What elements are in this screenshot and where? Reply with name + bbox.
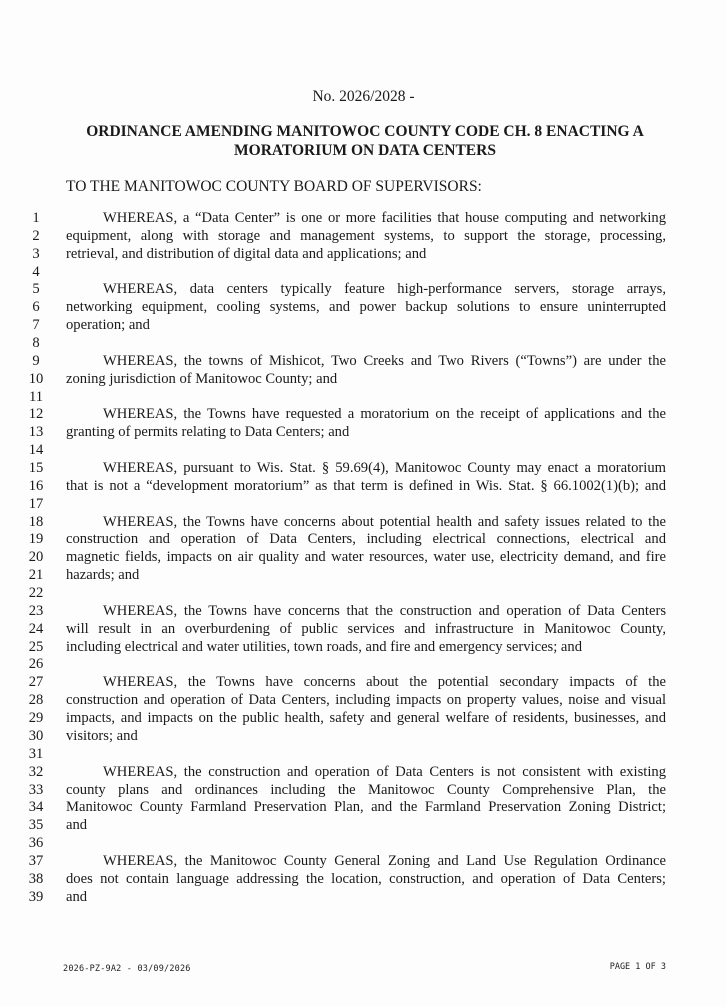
line-number: 32 [28,763,44,780]
numbered-line [0,228,727,246]
line-text [66,389,666,407]
line-text [66,656,666,674]
line-number: 8 [32,335,40,352]
line-text [66,746,666,764]
numbered-line [0,478,727,496]
line-number: 17 [28,495,44,512]
line-number: 22 [28,585,44,602]
numbered-line [0,299,727,317]
line-text [66,335,666,353]
line-number: 20 [28,549,44,566]
line-number: 16 [28,477,44,494]
line-text: WHEREAS, the Towns have requested a moratorium on the receipt of applications and the [103,406,666,423]
numbered-line [0,799,727,817]
line-number: 28 [28,692,44,709]
line-text: zoning jurisdiction of Manitowoc County; and [66,370,338,387]
line-number: 27 [28,674,44,691]
line-text: and [66,888,88,905]
line-text: operation; and [66,317,150,334]
line-number: 36 [28,835,44,852]
numbered-line [0,210,727,228]
line-number: 38 [28,870,44,887]
line-number: 19 [28,531,44,548]
line-number: 25 [28,638,44,655]
line-number: 5 [32,281,40,298]
line-text: hazards; and [66,567,140,584]
line-number: 15 [28,460,44,477]
line-text: including electrical and water utilities, town roads, and fire and emergency services; and [66,638,582,655]
line-number: 37 [28,852,44,869]
numbered-line [0,889,727,907]
numbered-line [0,442,727,460]
line-text: construction and operation of Data Centers, including electrical connections, electrical and [66,531,666,548]
line-text: magnetic fields, impacts on air quality and water resources, water use, electricity demand, and fire [66,549,666,566]
numbered-line [0,264,727,282]
numbered-line [0,674,727,692]
numbered-line [0,621,727,639]
footer-document-id: 2026-PZ-9A2 - 03/09/2026 [63,964,191,974]
line-number: 14 [28,442,44,459]
line-text [66,585,666,603]
numbered-line [0,531,727,549]
line-number: 4 [32,263,40,280]
line-number: 35 [28,817,44,834]
line-text: WHEREAS, pursuant to Wis. Stat. § 59.69(4), Manitowoc County may enact a moratorium [103,460,666,477]
numbered-line [0,728,727,746]
line-number: 39 [28,888,44,905]
line-text: does not contain language addressing the location, construction, and operation of Data Centers; [66,870,666,887]
line-text [66,496,666,514]
line-text: will result in an overburdening of public services and infrastructure in Manitowoc County, [66,620,666,637]
numbered-line [0,317,727,335]
numbered-line [0,764,727,782]
line-number: 24 [28,620,44,637]
numbered-line [0,424,727,442]
line-number: 18 [28,513,44,530]
numbered-line [0,496,727,514]
line-text: networking equipment, cooling systems, and power backup solutions to ensure uninterrupted [66,299,666,316]
line-text: and [66,817,88,834]
line-text: WHEREAS, the Towns have concerns about potential health and safety issues related to the [103,513,666,530]
numbered-line [0,656,727,674]
numbered-line [0,871,727,889]
line-text: WHEREAS, the Towns have concerns about the potential secondary impacts of the [103,674,666,691]
line-number: 11 [28,388,44,405]
line-text: WHEREAS, the towns of Mishicot, Two Creeks and Two Rivers (“Towns”) are under the [103,352,666,369]
line-number: 26 [28,656,44,673]
line-number: 31 [28,745,44,762]
line-number: 7 [32,317,40,334]
line-number: 12 [28,406,44,423]
numbered-line [0,710,727,728]
line-number: 10 [28,370,44,387]
ordinance-title [60,122,670,160]
line-text: impacts, and impacts on the public health, safety and general welfare of residents, businesses, and [66,710,666,727]
line-number: 13 [28,424,44,441]
salutation: TO THE MANITOWOC COUNTY BOARD OF SUPERVISORS: [66,178,482,195]
line-text [66,264,666,282]
numbered-body-text [0,210,727,907]
numbered-line [0,835,727,853]
line-text: construction and operation of Data Centers, including impacts on property values, noise and visual [66,692,666,709]
numbered-line [0,406,727,424]
numbered-line [0,549,727,567]
ordinance-title-line-1: ORDINANCE AMENDING MANITOWOC COUNTY CODE CH. 8 ENACTING A [86,123,644,140]
line-text: WHEREAS, the Manitowoc County General Zoning and Land Use Regulation Ordinance [103,852,666,869]
line-number: 23 [28,602,44,619]
numbered-line [0,281,727,299]
ordinance-number: No. 2026/2028 - [312,88,415,105]
footer-page-number: PAGE 1 OF 3 [609,962,666,972]
line-number: 33 [28,781,44,798]
numbered-line [0,853,727,871]
ordinance-title-line-2: MORATORIUM ON DATA CENTERS [234,142,496,159]
line-text: retrieval, and distribution of digital data and applications; and [66,245,427,262]
line-number: 9 [32,352,40,369]
numbered-line [0,585,727,603]
line-number: 6 [32,299,40,316]
numbered-line [0,639,727,657]
numbered-line [0,514,727,532]
numbered-line [0,460,727,478]
numbered-line [0,817,727,835]
line-text: WHEREAS, a “Data Center” is one or more facilities that house computing and networking [103,210,666,226]
line-text [66,835,666,853]
line-text: Manitowoc County Farmland Preservation Plan, and the Farmland Preservation Zoning District; [66,799,666,816]
line-text: WHEREAS, the Towns have concerns that the construction and operation of Data Centers [103,602,666,619]
line-number: 2 [32,227,40,244]
numbered-line [0,692,727,710]
numbered-line [0,746,727,764]
line-text: WHEREAS, data centers typically feature high-performance servers, storage arrays, [103,281,666,298]
numbered-line [0,389,727,407]
numbered-line [0,371,727,389]
line-text [66,442,666,460]
line-text: that is not a “development moratorium” as that term is defined in Wis. Stat. § 66.1002(1)(b); and [66,477,666,494]
line-number: 34 [28,799,44,816]
line-text: WHEREAS, the construction and operation of Data Centers is not consistent with existing [103,763,666,780]
line-number: 3 [32,245,40,262]
line-text: visitors; and [66,727,138,744]
numbered-line [0,246,727,264]
line-number: 1 [32,210,40,226]
line-text: equipment, along with storage and management systems, to support the storage, processing, [66,227,666,244]
line-number: 29 [28,710,44,727]
numbered-line [0,603,727,621]
line-number: 21 [28,567,44,584]
line-text: granting of permits relating to Data Centers; and [66,424,350,441]
line-number: 30 [28,727,44,744]
numbered-line [0,353,727,371]
numbered-line [0,782,727,800]
line-text: county plans and ordinances including the Manitowoc County Comprehensive Plan, the [66,781,666,798]
numbered-line [0,335,727,353]
numbered-line [0,567,727,585]
